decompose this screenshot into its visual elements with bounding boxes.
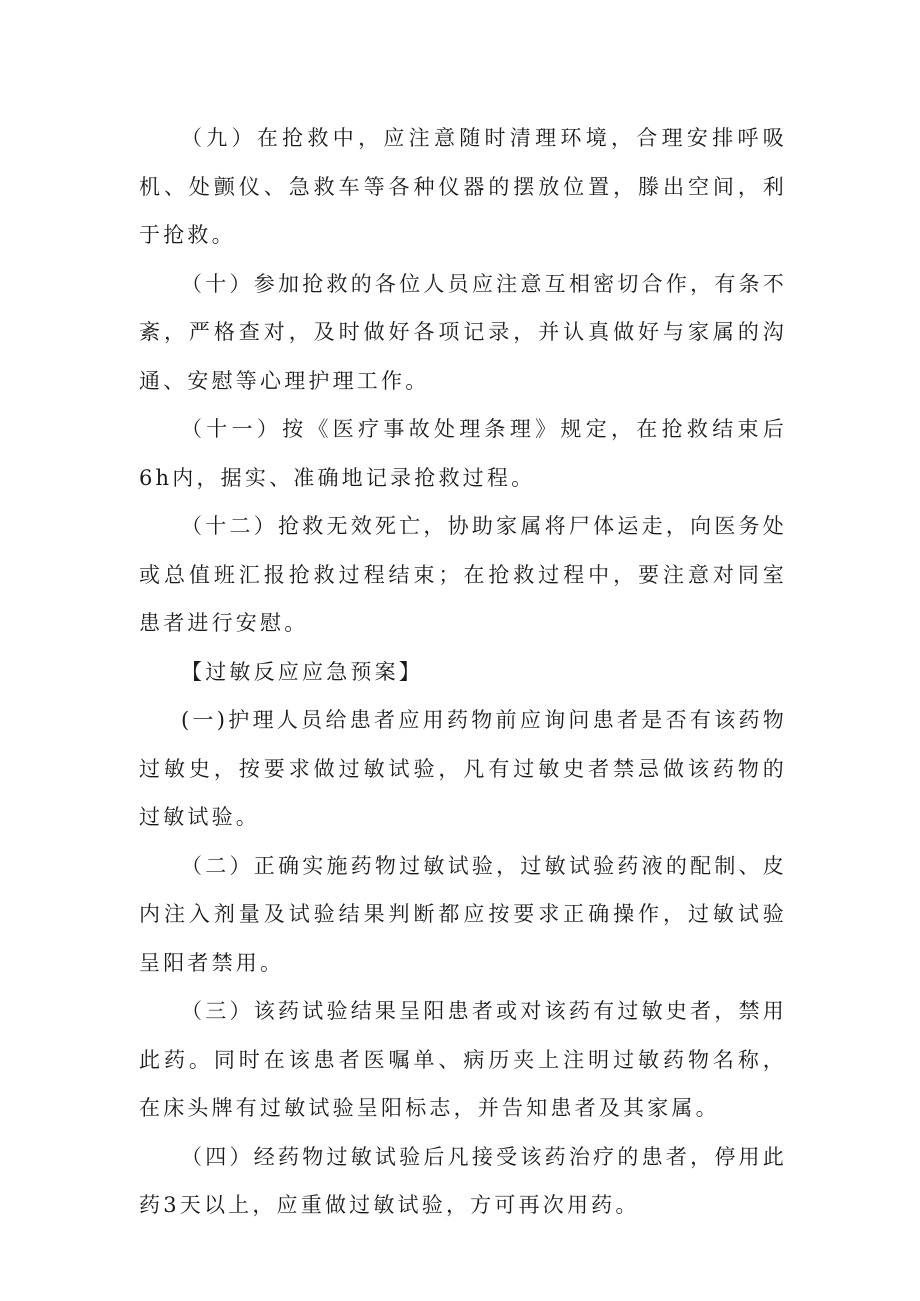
section-heading: 【过敏反应应急预案】 — [181, 659, 423, 684]
allergy-paragraph-3: （三）该药试验结果呈阳患者或对该药有过敏史者，禁用此药。同时在该患者医嘱单、病历夹上注明过敏药物名称，在床头牌有过敏试验呈阳标志，并告知患者及其家属。 — [139, 999, 787, 1120]
paragraph-10: （十）参加抢救的各位人员应注意互相密切合作，有条不紊，严格查对，及时做好各项记录，并认真做好与家属的沟通、安慰等心理护理工作。 — [139, 271, 787, 393]
allergy-paragraph-2: （二）正确实施药物过敏试验，过敏试验药液的配制、皮内注入剂量及试验结果判断都应按要求正确操作，过敏试验呈阳者禁用。 — [139, 853, 787, 975]
paragraph-12: （十二）抢救无效死亡，协助家属将尸体运走，向医务处或总值班汇报抢救过程结束；在抢救过程中，要注意对同室患者进行安慰。 — [139, 514, 787, 635]
document-body — [139, 114, 787, 1230]
allergy-paragraph-1: (一)护理人员给患者应用药物前应询问患者是否有该药物过敏史，按要求做过敏试验，凡有过敏史者禁忌做该药物的过敏试验。 — [139, 708, 787, 829]
allergy-paragraph-4: （四）经药物过敏试验后凡接受该药治疗的患者，停用此药3天以上，应重做过敏试验，方可再次用药。 — [139, 1144, 787, 1217]
paragraph-9: （九）在抢救中，应注意随时清理环境，合理安排呼吸机、处颤仪、急救车等各种仪器的摆放位置，滕出空间，利于抢救。 — [139, 126, 787, 247]
paragraph-11: （十一）按《医疗事故处理条理》规定，在抢救结束后6h内，据实、准确地记录抢救过程。 — [139, 417, 787, 490]
